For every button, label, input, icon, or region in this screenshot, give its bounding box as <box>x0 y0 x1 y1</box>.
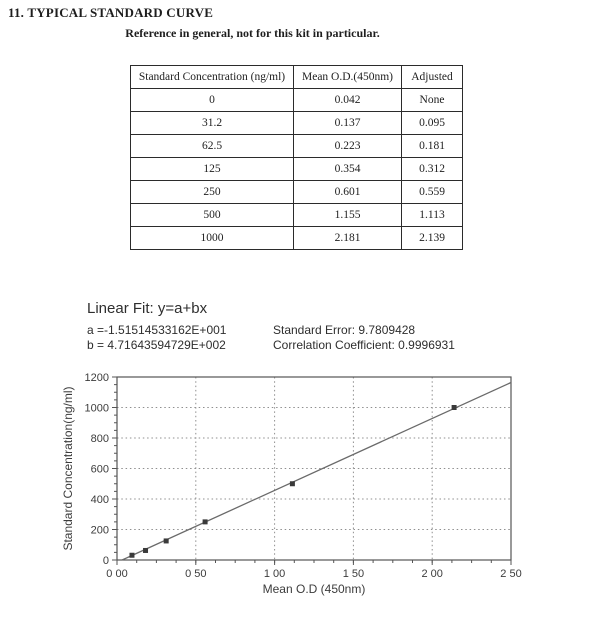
table-body <box>131 89 463 250</box>
table-row <box>131 112 463 135</box>
table-row <box>131 227 463 250</box>
x-tick-label: 2 50 <box>500 568 522 580</box>
table-cell: 0.181 <box>402 135 463 158</box>
table-cell: None <box>402 89 463 112</box>
table-header-cell: Standard Concentration (ng/ml) <box>131 66 294 89</box>
reference-note: Reference in general, not for this kit in particular. <box>125 26 380 40</box>
fit-standard-error: Standard Error: 9.7809428 <box>273 323 416 337</box>
data-point-marker <box>143 548 148 553</box>
table-cell: 0 <box>131 89 294 112</box>
table-cell: 0.601 <box>294 181 402 204</box>
table-row <box>131 89 463 112</box>
table-row <box>131 204 463 227</box>
table-cell: 2.181 <box>294 227 402 250</box>
y-tick-label: 400 <box>90 494 109 506</box>
y-tick-label: 800 <box>90 433 109 445</box>
y-tick-label: 600 <box>90 463 109 476</box>
standard-curve-chart <box>0 365 600 631</box>
data-point-marker <box>290 481 295 486</box>
table-cell: 125 <box>131 158 294 181</box>
fit-correlation-coefficient: Correlation Coefficient: 0.9996931 <box>273 338 455 352</box>
table-cell: 2.139 <box>402 227 463 250</box>
x-tick-label: 2 00 <box>421 568 443 580</box>
fit-coefficient-b: b = 4.71643594729E+002 <box>87 338 226 352</box>
table-cell: 0.137 <box>294 112 402 135</box>
data-point-marker <box>164 538 169 543</box>
table-cell: 1.113 <box>402 204 463 227</box>
section-title: 11. TYPICAL STANDARD CURVE <box>8 5 214 20</box>
table-cell: 0.312 <box>402 158 463 181</box>
data-point-marker <box>129 553 134 558</box>
table-row <box>131 158 463 181</box>
plot-frame <box>117 377 511 560</box>
y-tick-label: 1200 <box>84 372 109 384</box>
table-row <box>131 181 463 204</box>
table-row <box>131 135 463 158</box>
y-axis-title: Standard Concentration(ng/ml) <box>61 386 75 551</box>
x-tick-label: 1 00 <box>263 568 286 580</box>
table-cell: 31.2 <box>131 112 294 135</box>
linear-fit-title: Linear Fit: y=a+bx <box>87 300 208 317</box>
x-tick-label: 0 00 <box>106 568 128 580</box>
data-point-marker <box>203 519 208 524</box>
y-tick-label: 0 <box>102 555 109 567</box>
data-point-marker <box>452 405 457 410</box>
table-cell: 0.354 <box>294 158 402 181</box>
linear-fit-block <box>87 300 507 353</box>
table-cell: 0.095 <box>402 112 463 135</box>
fit-coefficient-a: a =-1.51514533162E+001 <box>87 323 227 337</box>
table-cell: 1000 <box>131 227 294 250</box>
table-cell: 500 <box>131 204 294 227</box>
table-header-cell: Mean O.D.(450nm) <box>294 66 402 89</box>
table-cell: 0.559 <box>402 181 463 204</box>
table-cell: 0.042 <box>294 89 402 112</box>
table-header-cell: Adjusted <box>402 66 463 89</box>
standards-table <box>130 65 463 250</box>
x-axis-title: Mean O.D (450nm) <box>262 582 366 596</box>
x-tick-label: 1 50 <box>342 568 365 580</box>
table-cell: 1.155 <box>294 204 402 227</box>
table-cell: 0.223 <box>294 135 402 158</box>
table-cell: 62.5 <box>131 135 294 158</box>
y-tick-label: 200 <box>90 524 109 537</box>
table-header-row <box>131 66 463 89</box>
table-cell: 250 <box>131 181 294 204</box>
x-tick-label: 0 50 <box>185 568 207 580</box>
y-tick-label: 1000 <box>84 402 109 415</box>
